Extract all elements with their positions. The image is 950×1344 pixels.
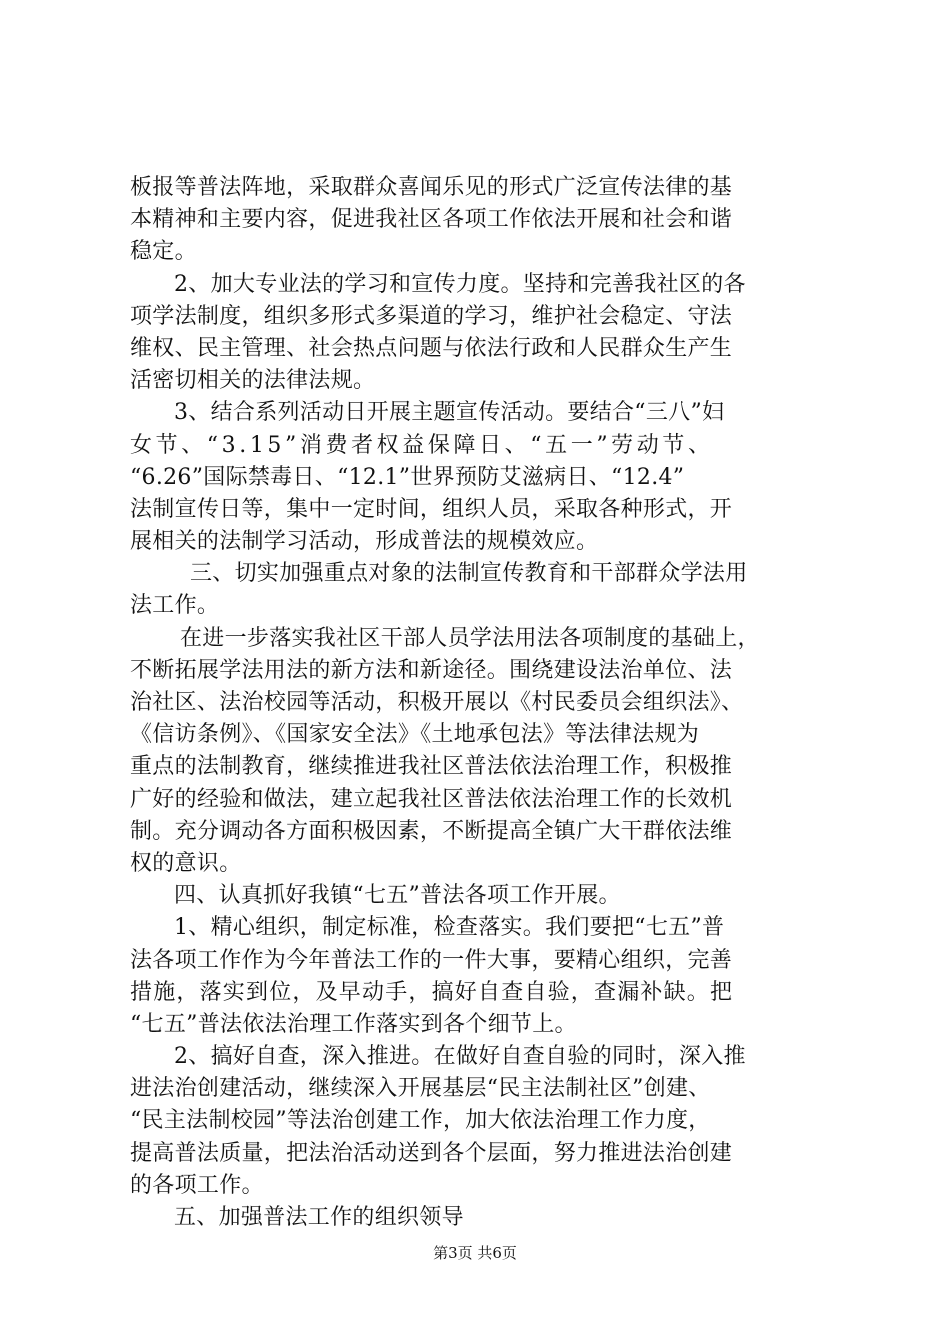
text-line: 的各项工作。 <box>130 1172 264 1198</box>
text-line: 不断拓展学法用法的新方法和新途径。围绕建设法治单位、法 <box>130 657 733 683</box>
text-line: 治社区、法治校园等活动，积极开展以《村民委员会组织法》、 <box>130 690 744 715</box>
text-line: 板报等普法阵地，采取群众喜闻乐见的形式广泛宣传法律的基 <box>130 175 733 200</box>
text-line: 维权、民主管理、社会热点问题与依法行政和人民群众生产生 <box>130 335 733 361</box>
text-line: 本精神和主要内容，促进我社区各项工作依法开展和社会和谐 <box>130 207 733 233</box>
text-line: 项学法制度，组织多形式多渠道的学习，维护社会稳定、守法 <box>130 303 733 329</box>
text-line: 在进一步落实我社区干部人员学法用法各项制度的基础上， <box>180 625 760 651</box>
text-line: 展相关的法制学习活动，形成普法的规模效应。 <box>130 529 599 555</box>
section-heading: 四、认真抓好我镇“七五”普法各项工作开展。 <box>174 883 621 909</box>
text-line: “七五”普法依法治理工作落实到各个细节上。 <box>130 1011 577 1037</box>
page-footer <box>0 1243 950 1263</box>
section-heading: 五、加强普法工作的组织领导 <box>174 1205 464 1230</box>
text-line: 2、搞好自查，深入推进。在做好自查自验的同时，深入推 <box>174 1044 746 1070</box>
text-line: 3、结合系列活动日开展主题宣传活动。要结合“三八”妇 <box>174 400 725 426</box>
text-line: 2、加大专业法的学习和宣传力度。坚持和完善我社区的各 <box>174 271 746 297</box>
text-line: 1、精心组织，制定标准，检查落实。我们要把“七五”普 <box>174 915 725 941</box>
text-line: “民主法制校园”等法治创建工作，加大依法治理工作力度， <box>130 1108 711 1134</box>
text-line: 稳定。 <box>130 239 197 265</box>
text-line: 权的意识。 <box>130 850 242 876</box>
text-line: 措施，落实到位，及早动手，搞好自查自验，查漏补缺。把 <box>130 979 734 1005</box>
text-line: 重点的法制教育，继续推进我社区普法依法治理工作，积极推 <box>130 754 733 780</box>
text-line: “6.26”国际禁毒日、“12.1”世界预防艾滋病日、“12.4” <box>130 464 685 490</box>
page-number: 第3页 共6页 <box>433 1244 517 1262</box>
text-line: 提高普法质量，把法治活动送到各个层面，努力推进法治创建 <box>130 1140 733 1166</box>
section-heading: 三、切实加强重点对象的法制宣传教育和干部群众学法用 <box>190 561 748 587</box>
document-body <box>130 172 830 1234</box>
text-line: 制。充分调动各方面积极因素，不断提高全镇广大干群依法维 <box>130 818 733 844</box>
text-line: 《信访条例》、《国家安全法》《土地承包法》等法律法规为 <box>130 722 700 748</box>
text-line: 法工作。 <box>130 593 220 619</box>
text-line: 女节、“3.15”消费者权益保障日、“五一”劳动节、 <box>130 432 714 458</box>
text-line: 进法治创建活动，继续深入开展基层“民主法制社区”创建、 <box>130 1076 711 1102</box>
text-line: 活密切相关的法律法规。 <box>130 368 376 394</box>
text-line: 广好的经验和做法，建立起我社区普法依法治理工作的长效机 <box>130 786 733 812</box>
text-line: 法各项工作作为今年普法工作的一件大事，要精心组织，完善 <box>130 947 733 973</box>
text-line: 法制宣传日等，集中一定时间，组织人员，采取各种形式，开 <box>130 496 733 522</box>
